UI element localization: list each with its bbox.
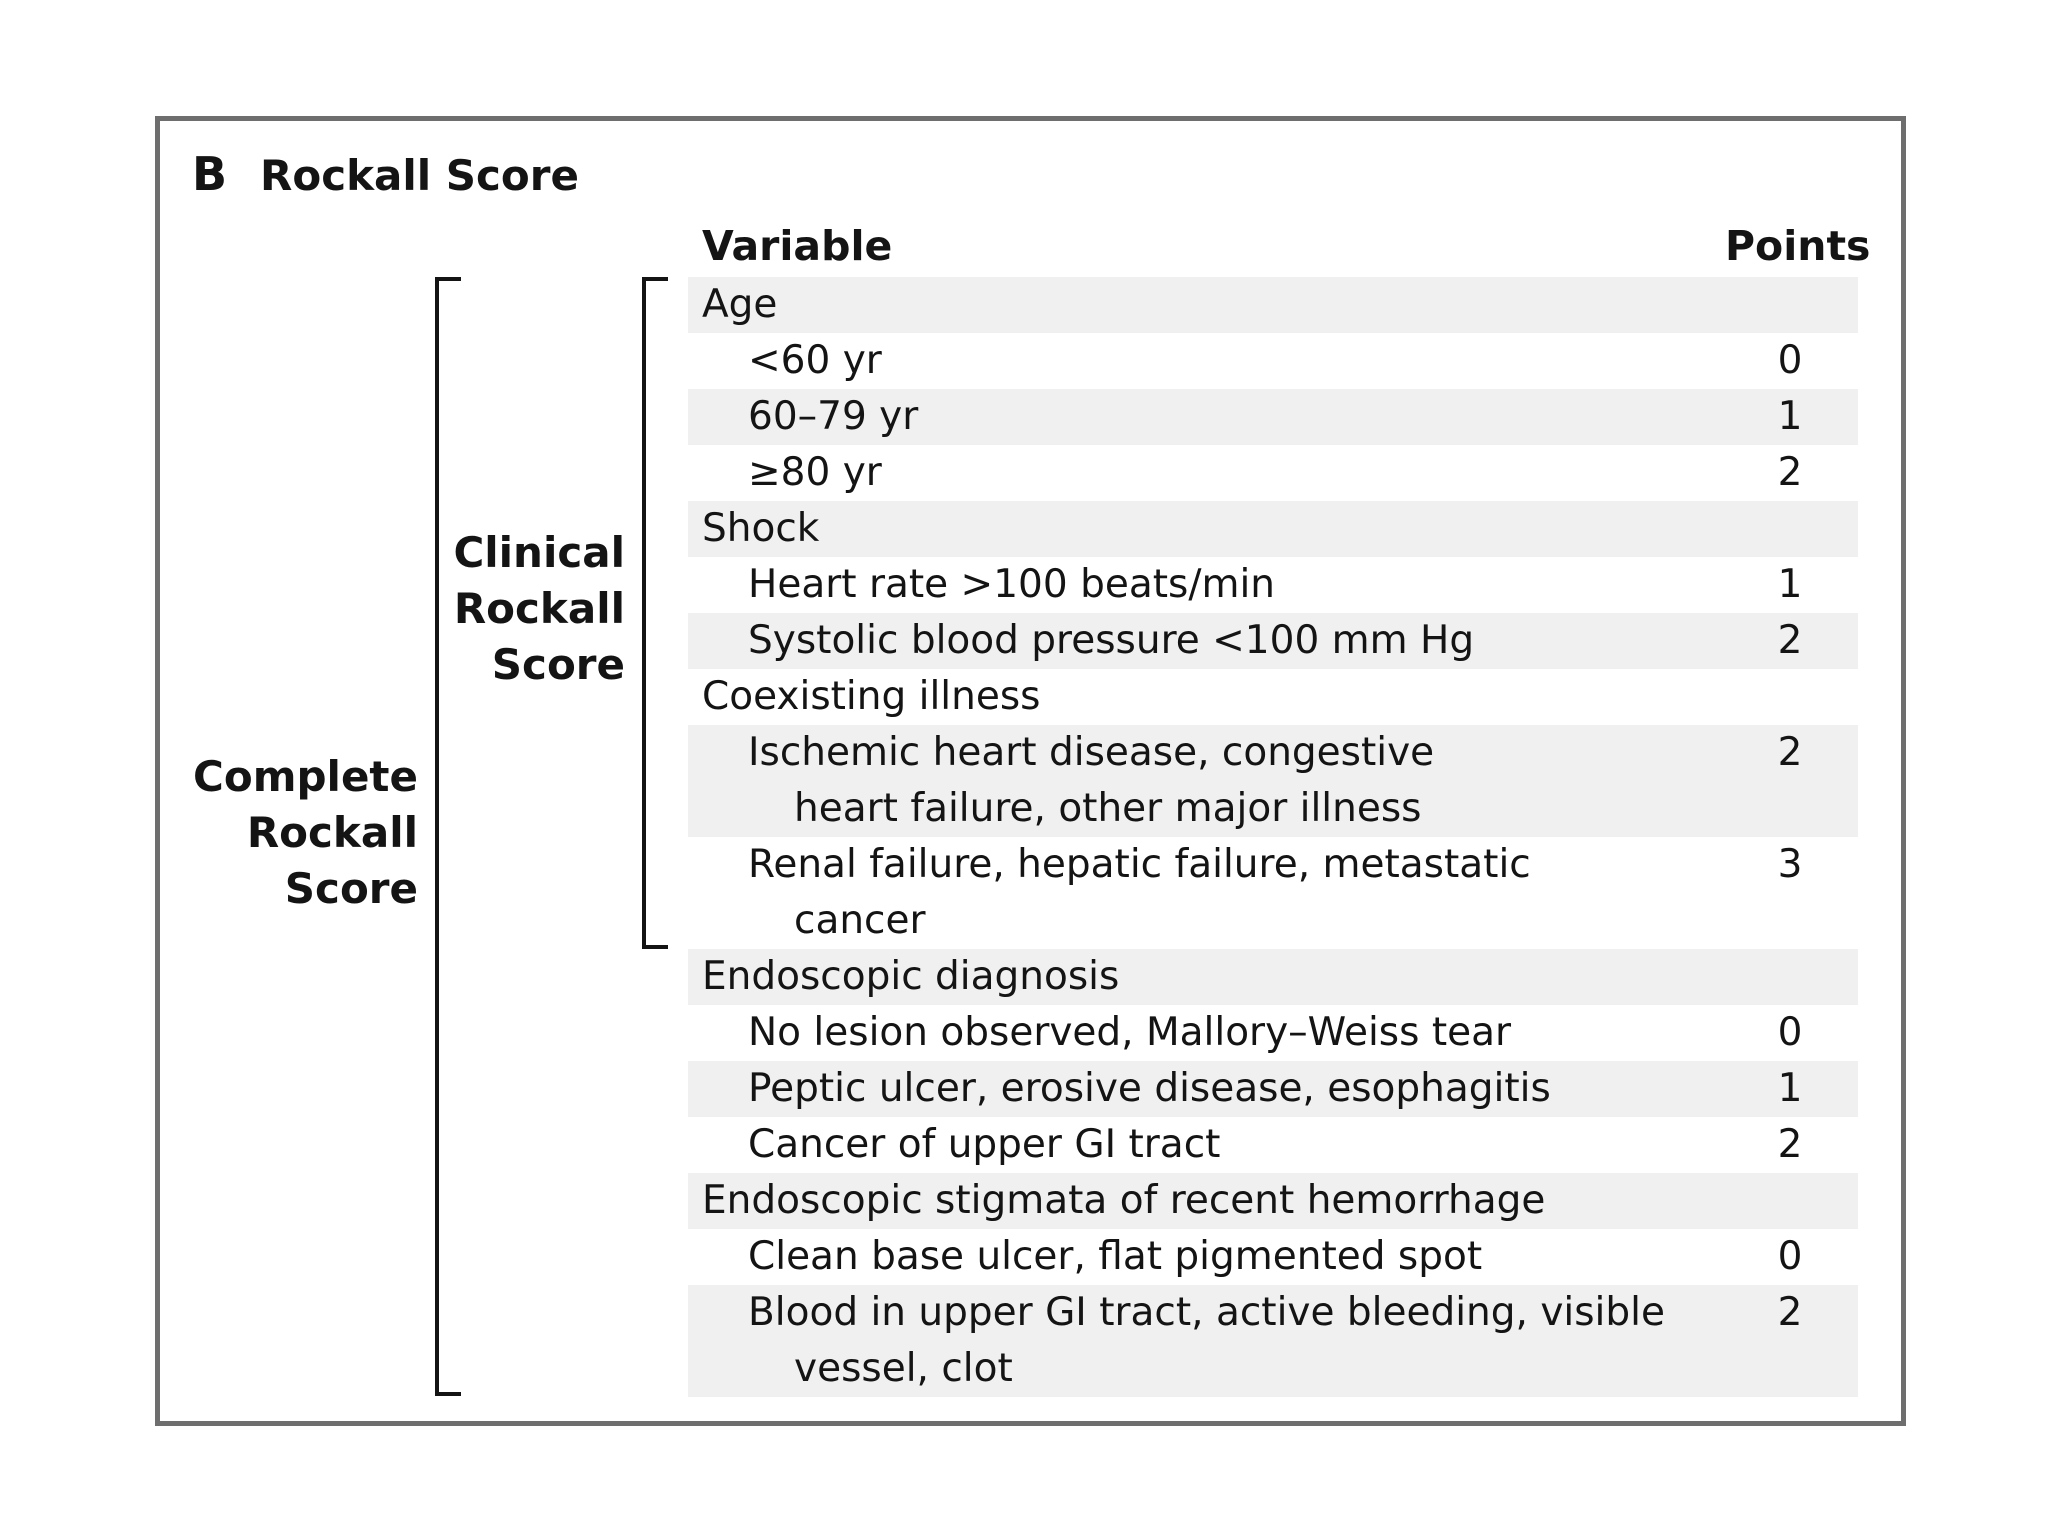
row-label: Heart rate >100 beats/min [748, 562, 1276, 607]
table-row [688, 1229, 1858, 1285]
row-label [748, 1285, 1708, 1397]
row-label: 60–79 yr [748, 394, 919, 439]
score-table [688, 277, 1858, 1397]
row-label: Coexisting illness [702, 674, 1041, 719]
row-label: Clean base ulcer, flat pigmented spot [748, 1234, 1483, 1279]
row-label-line-2: vessel, clot [794, 1346, 1013, 1391]
category-row-endoscopic-diagnosis [688, 949, 1858, 1005]
row-points: 0 [1777, 338, 1803, 383]
table-row [688, 1285, 1858, 1397]
column-header-variable: Variable [702, 222, 893, 270]
row-points: 0 [1777, 1010, 1803, 1055]
row-points: 3 [1777, 842, 1803, 887]
row-points: 0 [1777, 1234, 1803, 1279]
table-row [688, 333, 1858, 389]
complete-rockall-score-label: Complete Rockall Score [193, 752, 418, 913]
row-label-line-2: cancer [794, 898, 926, 943]
row-label: Peptic ulcer, erosive disease, esophagitis [748, 1066, 1551, 1111]
row-points: 2 [1777, 618, 1803, 663]
category-row-endoscopic-stigmata [688, 1173, 1858, 1229]
row-points: 1 [1777, 394, 1803, 439]
row-label: Age [702, 282, 778, 327]
complete-rockall-bracket [435, 277, 461, 1396]
panel-letter: B [192, 147, 228, 201]
row-label [748, 837, 1708, 949]
table-row [688, 837, 1858, 949]
row-label: Cancer of upper GI tract [748, 1122, 1221, 1167]
row-points: 2 [1777, 450, 1803, 495]
row-label: Shock [702, 506, 820, 551]
table-row [688, 445, 1858, 501]
row-label-line-1: Renal failure, hepatic failure, metastatic [748, 842, 1531, 887]
clinical-rockall-bracket [642, 277, 668, 949]
table-row [688, 725, 1858, 837]
clinical-rockall-score-label: Clinical Rockall Score [453, 528, 625, 689]
panel-title: Rockall Score [260, 151, 579, 200]
table-row [688, 1005, 1858, 1061]
row-label-line-2: heart failure, other major illness [794, 786, 1422, 831]
row-label-line-1: Ischemic heart disease, congestive [748, 730, 1435, 775]
table-row [688, 389, 1858, 445]
row-points: 2 [1777, 1122, 1803, 1167]
row-label: Endoscopic diagnosis [702, 954, 1120, 999]
row-points: 2 [1777, 730, 1803, 775]
row-points: 2 [1777, 1290, 1803, 1335]
column-header-points: Points [1725, 222, 1871, 270]
row-points: 1 [1777, 562, 1803, 607]
category-row-coexisting-illness [688, 669, 1858, 725]
row-label: Endoscopic stigmata of recent hemorrhage [702, 1178, 1546, 1223]
category-row-shock [688, 501, 1858, 557]
category-row-age [688, 277, 1858, 333]
row-label-line-1: Blood in upper GI tract, active bleeding, visible [748, 1290, 1665, 1335]
row-label: ≥80 yr [748, 450, 882, 495]
table-row [688, 1117, 1858, 1173]
table-row [688, 613, 1858, 669]
table-row [688, 1061, 1858, 1117]
row-label: Systolic blood pressure <100 mm Hg [748, 618, 1475, 663]
row-points: 1 [1777, 1066, 1803, 1111]
row-label [748, 725, 1708, 837]
table-row [688, 557, 1858, 613]
row-label: <60 yr [748, 338, 882, 383]
row-label: No lesion observed, Mallory–Weiss tear [748, 1010, 1512, 1055]
